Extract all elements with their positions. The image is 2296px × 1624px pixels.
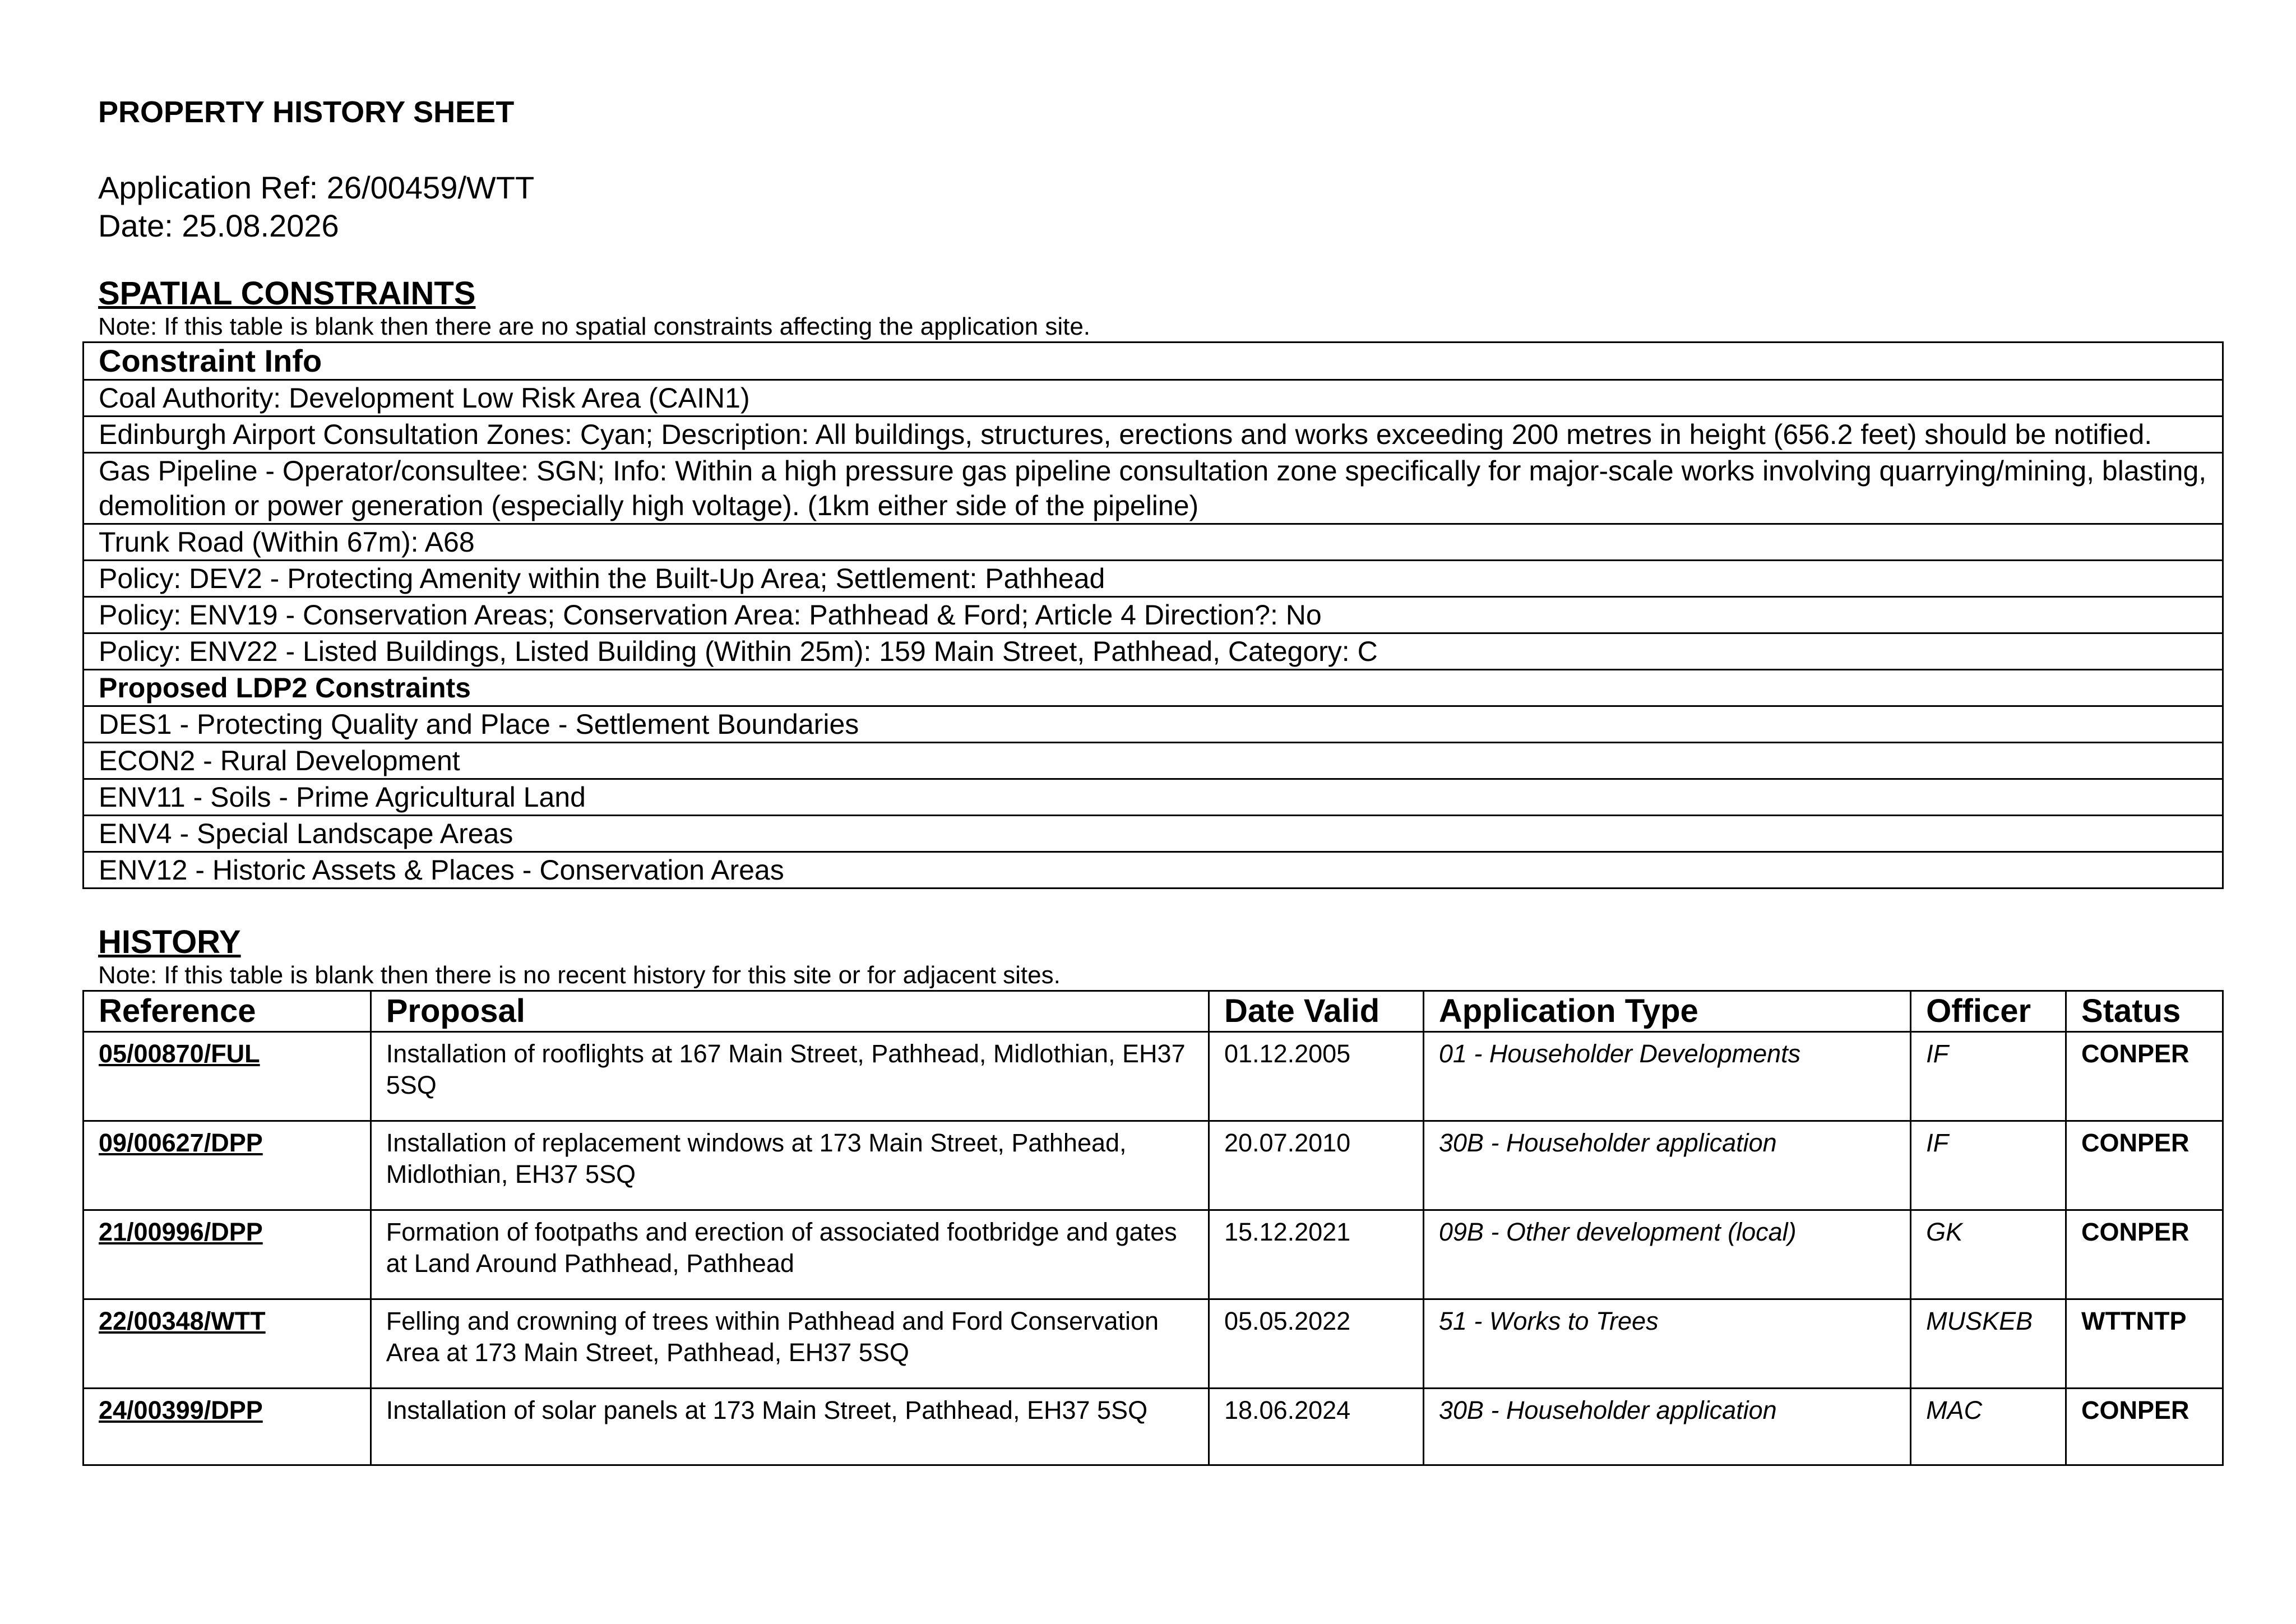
history-table bbox=[82, 990, 2224, 1466]
date-valid-cell: 15.12.2021 bbox=[1209, 1210, 1423, 1299]
ldp2-constraint-cell: ENV4 - Special Landscape Areas bbox=[84, 816, 2223, 852]
history-note: Note: If this table is blank then there is no recent history for this site or for adjacent sites. bbox=[98, 961, 1061, 989]
spatial-constraints-heading: SPATIAL CONSTRAINTS bbox=[98, 275, 476, 312]
history-row bbox=[84, 1210, 2223, 1299]
officer-cell: IF bbox=[1911, 1032, 2066, 1121]
spatial-constraints-note: Note: If this table is blank then there are no spatial constraints affecting the application site. bbox=[98, 313, 1091, 340]
reference-link[interactable]: 05/00870/FUL bbox=[84, 1032, 371, 1121]
status-cell: CONPER bbox=[2066, 1389, 2223, 1465]
constraint-cell: Policy: DEV2 - Protecting Amenity within the Built-Up Area; Settlement: Pathhead bbox=[84, 561, 2223, 597]
history-row bbox=[84, 1121, 2223, 1210]
constraint-cell: Trunk Road (Within 67m): A68 bbox=[84, 524, 2223, 561]
date-valid-cell: 18.06.2024 bbox=[1209, 1389, 1423, 1465]
column-header-date-valid: Date Valid bbox=[1209, 991, 1423, 1032]
officer-cell: GK bbox=[1911, 1210, 2066, 1299]
officer-cell: IF bbox=[1911, 1121, 2066, 1210]
history-row bbox=[84, 1299, 2223, 1389]
reference-link[interactable]: 09/00627/DPP bbox=[84, 1121, 371, 1210]
constraint-cell: Policy: ENV19 - Conservation Areas; Conservation Area: Pathhead & Ford; Article 4 Direction?: No bbox=[84, 597, 2223, 633]
spatial-constraints-table bbox=[82, 341, 2224, 889]
ldp2-constraint-cell: ECON2 - Rural Development bbox=[84, 743, 2223, 779]
status-cell: WTTNTP bbox=[2066, 1299, 2223, 1389]
constraint-row bbox=[84, 597, 2223, 633]
column-header-status: Status bbox=[2066, 991, 2223, 1032]
application-type-cell: 51 - Works to Trees bbox=[1423, 1299, 1910, 1389]
ldp2-constraint-row bbox=[84, 779, 2223, 816]
constraint-row bbox=[84, 524, 2223, 561]
constraint-row bbox=[84, 633, 2223, 670]
proposal-cell: Installation of solar panels at 173 Main Street, Pathhead, EH37 5SQ bbox=[371, 1389, 1209, 1465]
reference-link[interactable]: 22/00348/WTT bbox=[84, 1299, 371, 1389]
application-type-cell: 30B - Householder application bbox=[1423, 1121, 1910, 1210]
column-header-reference: Reference bbox=[84, 991, 371, 1032]
column-header-application-type: Application Type bbox=[1423, 991, 1910, 1032]
date-valid-cell: 20.07.2010 bbox=[1209, 1121, 1423, 1210]
application-meta bbox=[98, 169, 2228, 245]
ldp2-constraint-cell: DES1 - Protecting Quality and Place - Settlement Boundaries bbox=[84, 706, 2223, 743]
application-ref: Application Ref: 26/00459/WTT bbox=[98, 170, 535, 205]
history-row bbox=[84, 1032, 2223, 1121]
column-header-proposal: Proposal bbox=[371, 991, 1209, 1032]
constraint-row bbox=[84, 380, 2223, 417]
ldp2-constraint-cell: ENV12 - Historic Assets & Places - Conservation Areas bbox=[84, 852, 2223, 889]
column-header-officer: Officer bbox=[1911, 991, 2066, 1032]
constraint-row bbox=[84, 417, 2223, 453]
constraint-cell: Gas Pipeline - Operator/consultee: SGN; Info: Within a high pressure gas pipeline consultation zone specifically for major-scale works involving quarrying/mining, blasting, demolition or power generation (especially high voltage). (1km either side of the pipeline) bbox=[84, 453, 2223, 524]
history-row bbox=[84, 1389, 2223, 1465]
status-cell: CONPER bbox=[2066, 1121, 2223, 1210]
ldp2-subheader: Proposed LDP2 Constraints bbox=[84, 670, 2223, 706]
ldp2-constraint-cell: ENV11 - Soils - Prime Agricultural Land bbox=[84, 779, 2223, 816]
ldp2-constraint-row bbox=[84, 706, 2223, 743]
status-cell: CONPER bbox=[2066, 1032, 2223, 1121]
constraints-header: Constraint Info bbox=[84, 343, 2223, 380]
proposal-cell: Installation of replacement windows at 173 Main Street, Pathhead, Midlothian, EH37 5SQ bbox=[371, 1121, 1209, 1210]
constraint-cell: Policy: ENV22 - Listed Buildings, Listed Building (Within 25m): 159 Main Street, Pathhead, Category: C bbox=[84, 633, 2223, 670]
proposal-cell: Felling and crowning of trees within Pathhead and Ford Conservation Area at 173 Main Street, Pathhead, EH37 5SQ bbox=[371, 1299, 1209, 1389]
history-header-row bbox=[84, 991, 2223, 1032]
officer-cell: MUSKEB bbox=[1911, 1299, 2066, 1389]
application-type-cell: 01 - Householder Developments bbox=[1423, 1032, 1910, 1121]
application-date: Date: 25.08.2026 bbox=[98, 208, 339, 243]
reference-link[interactable]: 24/00399/DPP bbox=[84, 1389, 371, 1465]
officer-cell: MAC bbox=[1911, 1389, 2066, 1465]
proposal-cell: Installation of rooflights at 167 Main Street, Pathhead, Midlothian, EH37 5SQ bbox=[371, 1032, 1209, 1121]
constraint-row bbox=[84, 453, 2223, 524]
document-title: PROPERTY HISTORY SHEET bbox=[98, 95, 515, 129]
constraint-cell: Coal Authority: Development Low Risk Area (CAIN1) bbox=[84, 380, 2223, 417]
date-valid-cell: 01.12.2005 bbox=[1209, 1032, 1423, 1121]
ldp2-constraint-row bbox=[84, 816, 2223, 852]
constraint-row bbox=[84, 561, 2223, 597]
proposal-cell: Formation of footpaths and erection of associated footbridge and gates at Land Around Pathhead, Pathhead bbox=[371, 1210, 1209, 1299]
constraint-cell: Edinburgh Airport Consultation Zones: Cyan; Description: All buildings, structures, erections and works exceeding 200 metres in height (656.2 feet) should be notified. bbox=[84, 417, 2223, 453]
application-type-cell: 30B - Householder application bbox=[1423, 1389, 1910, 1465]
constraints-header-row bbox=[84, 343, 2223, 380]
history-heading: HISTORY bbox=[98, 924, 241, 960]
reference-link[interactable]: 21/00996/DPP bbox=[84, 1210, 371, 1299]
ldp2-subheader-row bbox=[84, 670, 2223, 706]
document-page bbox=[98, 92, 2228, 1466]
application-type-cell: 09B - Other development (local) bbox=[1423, 1210, 1910, 1299]
ldp2-constraint-row bbox=[84, 852, 2223, 889]
status-cell: CONPER bbox=[2066, 1210, 2223, 1299]
ldp2-constraint-row bbox=[84, 743, 2223, 779]
date-valid-cell: 05.05.2022 bbox=[1209, 1299, 1423, 1389]
